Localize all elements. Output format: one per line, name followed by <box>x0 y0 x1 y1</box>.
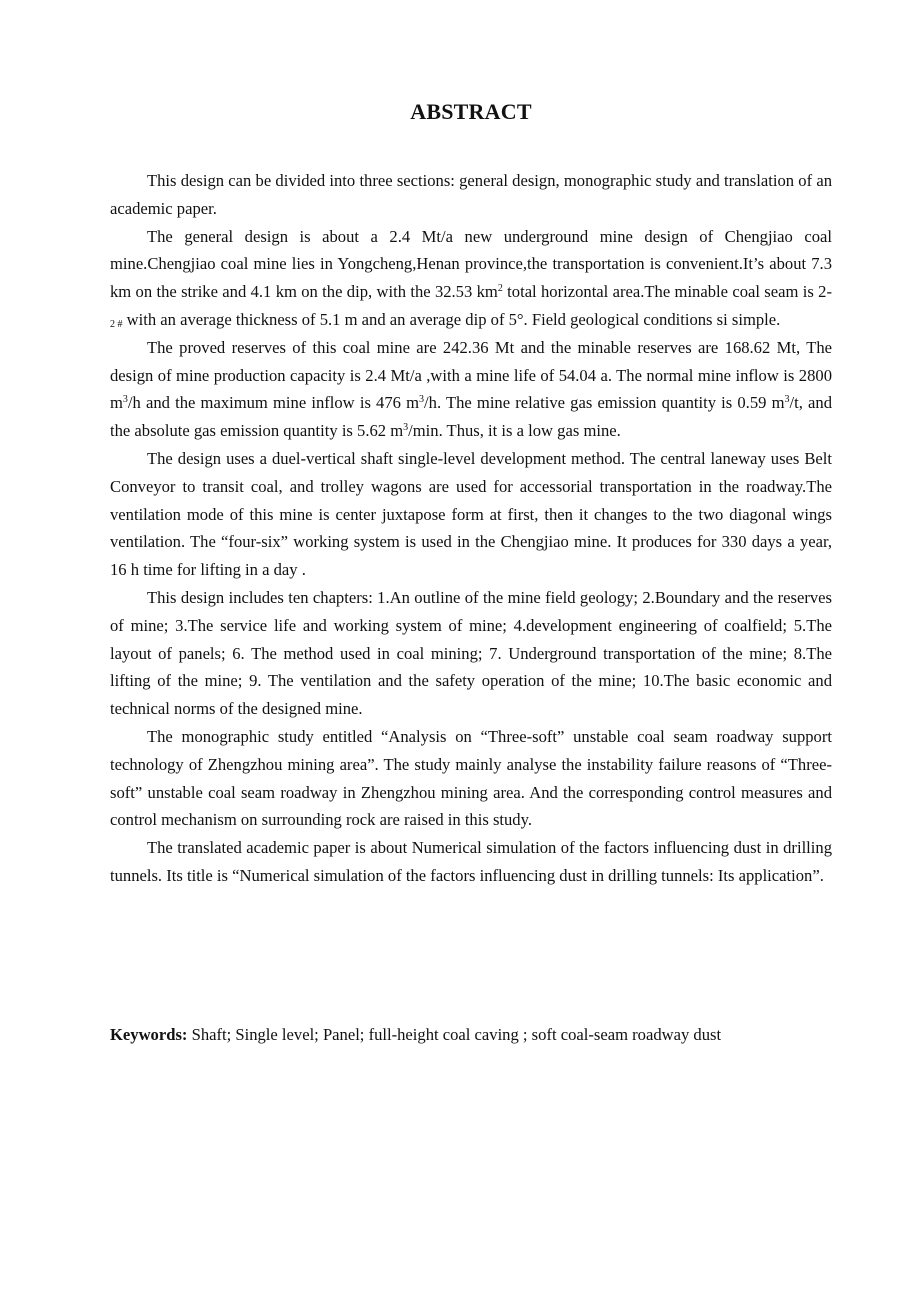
superscript: 3 <box>403 422 409 434</box>
keywords-label: Keywords: <box>110 1025 188 1044</box>
text-segment: The proved reserves of this coal mine are 242.36 Mt and the minable reserves are 168.62 Mt, The design of mine production capacity is 2.4 Mt/a ,with a mine life of 54.04 a. The normal mine inflow is 2800 m <box>110 337 832 413</box>
page-title: ABSTRACT <box>410 99 532 124</box>
subscript: 2 # <box>110 318 123 330</box>
text-segment: The general design is about a 2.4 Mt/a new underground mine design of Chengjiao coal mine.Chengjiao coal mine lies in Yongcheng,Henan province,the transportation is convenient.It’s about 7.3 km on the strike and 4.1 km on the dip, with the 32.53 km <box>110 226 832 302</box>
text-segment: /t, and the absolute gas emission quantity is 5.62 m <box>110 393 832 441</box>
paragraph-translated-paper: The translated academic paper is about Numerical simulation of the factors influencing dust in drilling tunnels. Its title is “Numerical simulation of the factors influencing dust in drilling tunnels: Its application”. <box>110 838 832 885</box>
text-segment: /h. The mine relative gas emission quantity is 0.59 m <box>424 393 785 413</box>
keywords-line <box>110 1023 832 1047</box>
paragraph-sections: This design can be divided into three sections: general design, monographic study and translation of an academic paper. <box>110 171 832 218</box>
text-segment: /h and the maximum mine inflow is 476 m <box>127 393 420 413</box>
superscript: 3 <box>419 394 425 406</box>
superscript: 3 <box>122 394 128 406</box>
paragraph-general-design <box>110 223 832 334</box>
paragraph-development: The design uses a duel-vertical shaft single-level development method. The central laneway uses Belt Conveyor to transit coal, and trolley wagons are used for accessorial transportation in the roadway.The ventilation mode of this mine is center juxtapose form at first, then it changes to the two diagonal wings ventilation. The “four-six” working system is used in the Chengjiao mine. It produces for 330 days a year, 16 h time for lifting in a day . <box>110 448 832 580</box>
paragraph-monographic-study: The monographic study entitled “Analysis on “Three-soft” unstable coal seam roadway support technology of Zhengzhou mining area”. The study mainly analyse the instability failure reasons of “Three-soft” unstable coal seam roadway in Zhengzhou mining area. And the corresponding control measures and control mechanism on surrounding rock are raised in this study. <box>110 726 832 830</box>
text-segment: with an average thickness of 5.1 m and an average dip of 5°. Field geological conditions si simple. <box>122 309 781 329</box>
text-segment: /min. Thus, it is a low gas mine. <box>408 421 621 441</box>
superscript: 3 <box>784 394 790 406</box>
text-segment: total horizontal area.The minable coal seam is 2- <box>502 282 832 302</box>
keywords-text: Shaft; Single level; Panel; full-height coal caving ; soft coal-seam roadway dust <box>191 1025 722 1044</box>
superscript: 2 <box>497 283 503 295</box>
paragraph-chapters: This design includes ten chapters: 1.An outline of the mine field geology; 2.Boundary and the reserves of mine; 3.The service life and working system of mine; 4.development engineering of coalfield; 5.The layout of panels; 6. The method used in coal mining; 7. Underground transportation of the mine; 8.The lifting of the mine; 9. The ventilation and the safety operation of the mine; 10.The basic economic and technical norms of the designed mine. <box>110 587 832 719</box>
abstract-body <box>110 167 832 890</box>
paragraph-reserves <box>110 334 832 445</box>
